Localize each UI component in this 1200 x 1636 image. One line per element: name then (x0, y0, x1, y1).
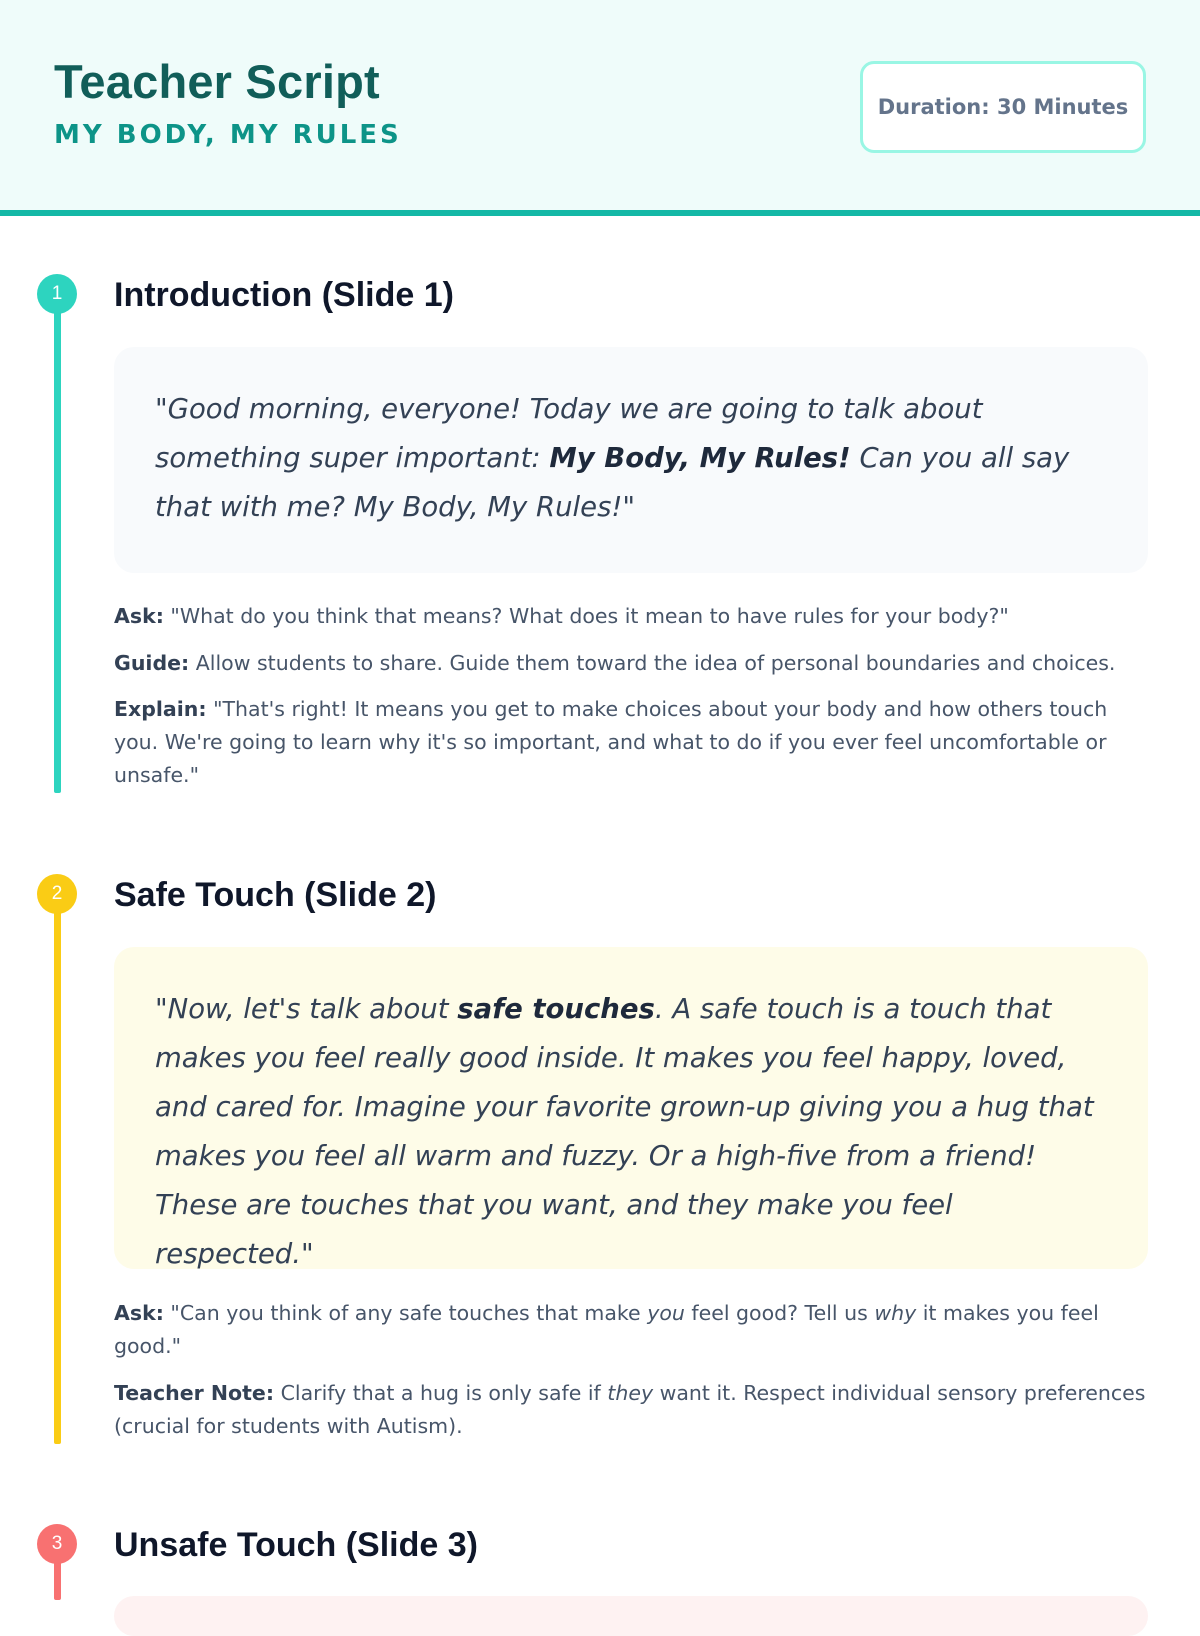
script-quote (114, 347, 1148, 573)
quote-text: Can you all say that with me? My Body, My Rules!" (155, 442, 1070, 523)
note-text: "Can you think of any safe touches that make (163, 1301, 648, 1325)
note-text: "What do you think that means? What does it mean to have rules for your body?" (163, 604, 1009, 628)
duration-badge: Duration: 30 Minutes (860, 61, 1146, 153)
page-title: Teacher Script (54, 55, 380, 108)
note-guide (114, 647, 1154, 680)
note-ask (114, 1297, 1154, 1363)
section-title: Introduction (Slide 1) (114, 276, 454, 314)
quote-emphasis: safe touches (457, 993, 655, 1025)
header (0, 0, 1200, 216)
note-ask (114, 600, 1154, 633)
note-text: want it. Respect individual sensory preferences (crucial for students with Autism). (114, 1381, 1146, 1438)
section-title: Safe Touch (Slide 2) (114, 876, 437, 914)
step-number-badge: 1 (37, 274, 77, 314)
note-text: Allow students to share. Guide them toward the idea of personal boundaries and choices. (189, 651, 1116, 675)
script-quote (114, 947, 1148, 1269)
timeline-rail (54, 890, 61, 1444)
note-label: Teacher Note: (114, 1381, 275, 1405)
note-label: Ask: (114, 604, 164, 628)
note-text: it makes you feel good." (114, 1301, 1099, 1358)
page-subtitle: MY BODY, MY RULES (54, 120, 402, 150)
note-text: feel good? Tell us (684, 1301, 875, 1325)
note-teacher (114, 1377, 1154, 1443)
note-emphasis: why (874, 1301, 917, 1325)
step-number-badge: 2 (37, 874, 77, 914)
quote-text: "Good morning, everyone! Today we are going to talk about something super important: (155, 393, 983, 474)
note-explain (114, 693, 1154, 792)
script-quote (114, 1596, 1148, 1636)
note-label: Explain: (114, 697, 207, 721)
note-label: Ask: (114, 1301, 164, 1325)
note-emphasis: they (607, 1381, 654, 1405)
step-number-badge: 3 (37, 1524, 77, 1564)
timeline-rail (54, 290, 61, 793)
note-text: Clarify that a hug is only safe if (274, 1381, 608, 1405)
section-title: Unsafe Touch (Slide 3) (114, 1526, 478, 1564)
quote-text: "Now, let's talk about (155, 993, 458, 1025)
quote-emphasis: My Body, My Rules! (549, 442, 851, 474)
quote-text: . A safe touch is a touch that makes you feel really good inside. It makes you feel happy, loved, and cared for. Imagine your favorite grown-up giving you a hug that makes you feel all warm and fuzzy. Or a high-five from a friend! These are touches that you want, and they make you feel respected." (155, 993, 1094, 1270)
note-label: Guide: (114, 651, 190, 675)
note-emphasis: you (647, 1301, 685, 1325)
note-text: "That's right! It means you get to make choices about your body and how others touch you. We're going to learn why it's so important, and what to do if you ever feel uncomfortable or unsafe." (114, 697, 1108, 787)
